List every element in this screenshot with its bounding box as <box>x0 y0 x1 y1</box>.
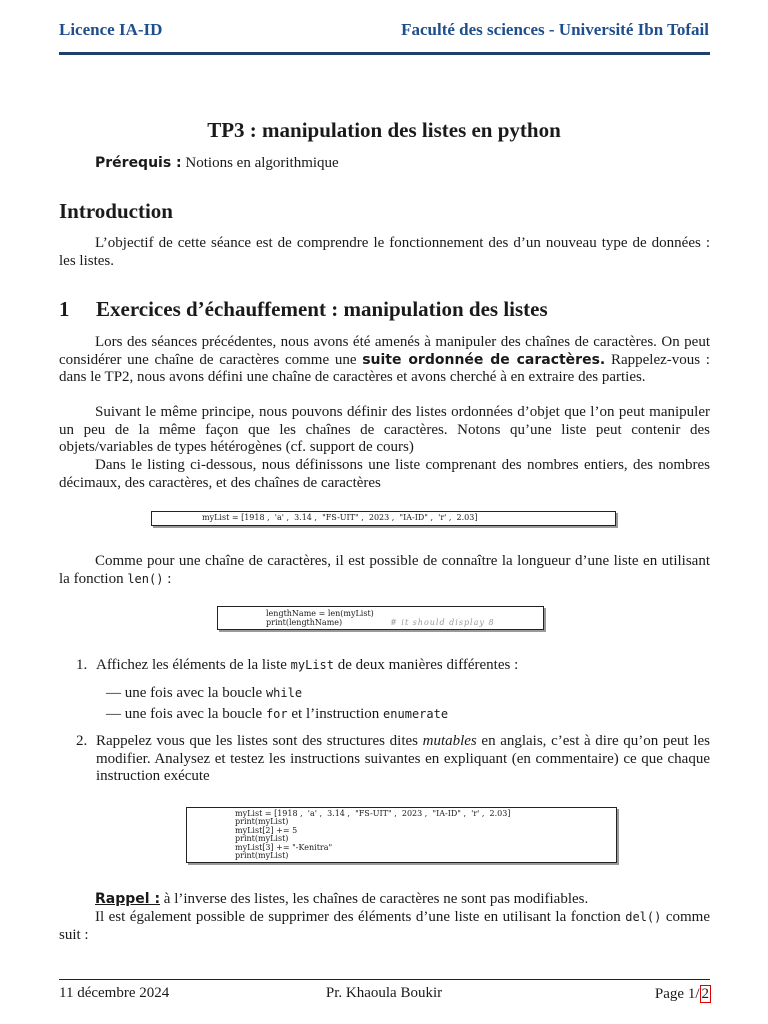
header-course: Licence IA-ID <box>59 20 163 39</box>
list-number-2: 2. <box>76 733 88 749</box>
introduction-text: L’objectif de cette séance est de comprendre le fonctionnement des d’un nouveau type de données : les listes. <box>59 235 710 269</box>
prerequisites <box>95 155 339 172</box>
rappel-text: à l’inverse des listes, les chaînes de caractères ne sont pas modifiables. <box>160 891 589 907</box>
code3-line-4: print(myList) <box>235 834 289 844</box>
p1-text-b: Rappelez-vous : dans le TP2, nous avons défini une chaîne de caractères et avons cherché à en extraire des parties. <box>59 351 710 385</box>
section-paragraph-1 <box>59 334 710 387</box>
code2-comment: # it should display 8 <box>390 618 495 627</box>
p1-bold: suite ordonnée de caractères. <box>362 351 606 368</box>
item2-text-b: en anglais, c’est à dire qu’on peut les modifier. Analysez et testez les instructions suivantes en expliquant (en commentaire) ce que chaque instruction exécute <box>96 733 710 784</box>
code3-line-1: myList = [1918 , 'a' , 3.14 , "FS-UIT" , 2023 , "IA-ID" , 'r' , 2.03] <box>235 809 511 818</box>
dash-item-while <box>106 685 302 702</box>
header-rule <box>59 52 710 55</box>
for-code: for <box>265 707 288 721</box>
code2-print: print(lengthName) <box>266 618 343 627</box>
section-paragraph-4 <box>59 553 710 588</box>
len-code: len() <box>127 571 164 586</box>
code2-line-1: lengthName = len(myList) <box>266 609 374 618</box>
mylist-code: myList <box>290 658 335 672</box>
header-faculty: Faculté des sciences - Université Ibn Tofail <box>401 20 709 39</box>
page-title: TP3 : manipulation des listes en python <box>207 118 561 142</box>
dash2-text-b: et l’instruction <box>287 706 384 722</box>
footer-date: 11 décembre 2024 <box>59 985 170 1001</box>
code-listing-1 <box>151 511 616 526</box>
p5-text-a: Il est également possible de supprimer des éléments d’une liste en utilisant la fonction <box>95 909 626 925</box>
footer-page <box>655 985 711 1003</box>
code-listing-2 <box>217 606 544 630</box>
prerequisites-text: Notions en algorithmique <box>185 155 339 171</box>
del-code: del() <box>625 910 662 924</box>
while-code: while <box>265 686 303 700</box>
section-paragraph-2 <box>59 404 710 457</box>
p5-text-b: comme suit : <box>59 909 710 943</box>
code3-line-2: print(myList) <box>235 817 289 827</box>
p4-text-a: Comme pour une chaîne de caractères, il est possible de connaître la longueur d’une liste en utilisant la fonction <box>59 553 710 587</box>
introduction-heading: Introduction <box>59 199 173 223</box>
dash2-text-a: — une fois avec la boucle <box>106 706 266 722</box>
mutables-term: mutables <box>422 733 477 749</box>
item1-text-a: Affichez les éléments de la liste <box>96 657 291 673</box>
rappel-label: Rappel : <box>95 891 161 907</box>
item1-text-b: de deux manières différentes : <box>334 657 519 673</box>
dash-item-for <box>106 706 448 723</box>
list-number-1: 1. <box>76 657 88 673</box>
p4-text-b: : <box>163 570 172 587</box>
code2-line-2 <box>266 618 535 627</box>
introduction-paragraph <box>59 235 710 270</box>
code3-line-5: myList[3] += "-Kenitra" <box>235 842 333 852</box>
dash1-text: — une fois avec la boucle <box>106 685 266 701</box>
section-paragraph-5 <box>59 909 710 944</box>
rappel-note <box>59 891 710 909</box>
enumerate-code: enumerate <box>383 707 449 721</box>
section-heading <box>59 297 548 322</box>
p3-text: Dans le listing ci-dessous, nous définissons une liste comprenant des nombres entiers, des nombres décimaux, des caractères, et des chaînes de caractères <box>59 457 710 491</box>
prerequisites-label: Prérequis : <box>95 155 182 171</box>
footer-author: Pr. Khaoula Boukir <box>325 985 443 1001</box>
list-item-1 <box>76 657 710 675</box>
code-listing-3 <box>186 807 617 863</box>
code1-line: myList = [1918 , 'a' , 3.14 , "FS-UIT" , 2023 , "IA-ID" , 'r' , 2.03] <box>202 513 478 522</box>
code3-line-6: print(myList) <box>235 851 289 861</box>
p1-text-a: Lors des séances précédentes, nous avons été amenés à manipuler des chaînes de caractères. On peut considérer une chaîne de caractères comme une <box>59 334 710 368</box>
section-title: Exercices d’échauffement : manipulation des listes <box>96 297 548 321</box>
footer-rule <box>59 979 710 980</box>
item2-text-a: Rappelez vous que les listes sont des structures dites <box>96 733 423 749</box>
section-paragraph-3 <box>59 457 710 492</box>
p2-text: Suivant le même principe, nous pouvons définir des listes ordonnées d’objet que l’on peut manipuler un peu de la même façon que les chaînes de caractères. Notons qu’une liste peut contenir des objets/variables de types hétérogènes (cf. support de cours) <box>59 404 710 455</box>
page-label: Page 1/ <box>654 986 700 1002</box>
section-number: 1 <box>59 297 70 321</box>
page-total-link[interactable]: 2 <box>701 986 709 1002</box>
code3-line-3: myList[2] += 5 <box>235 825 298 835</box>
list-item-2 <box>76 733 710 786</box>
